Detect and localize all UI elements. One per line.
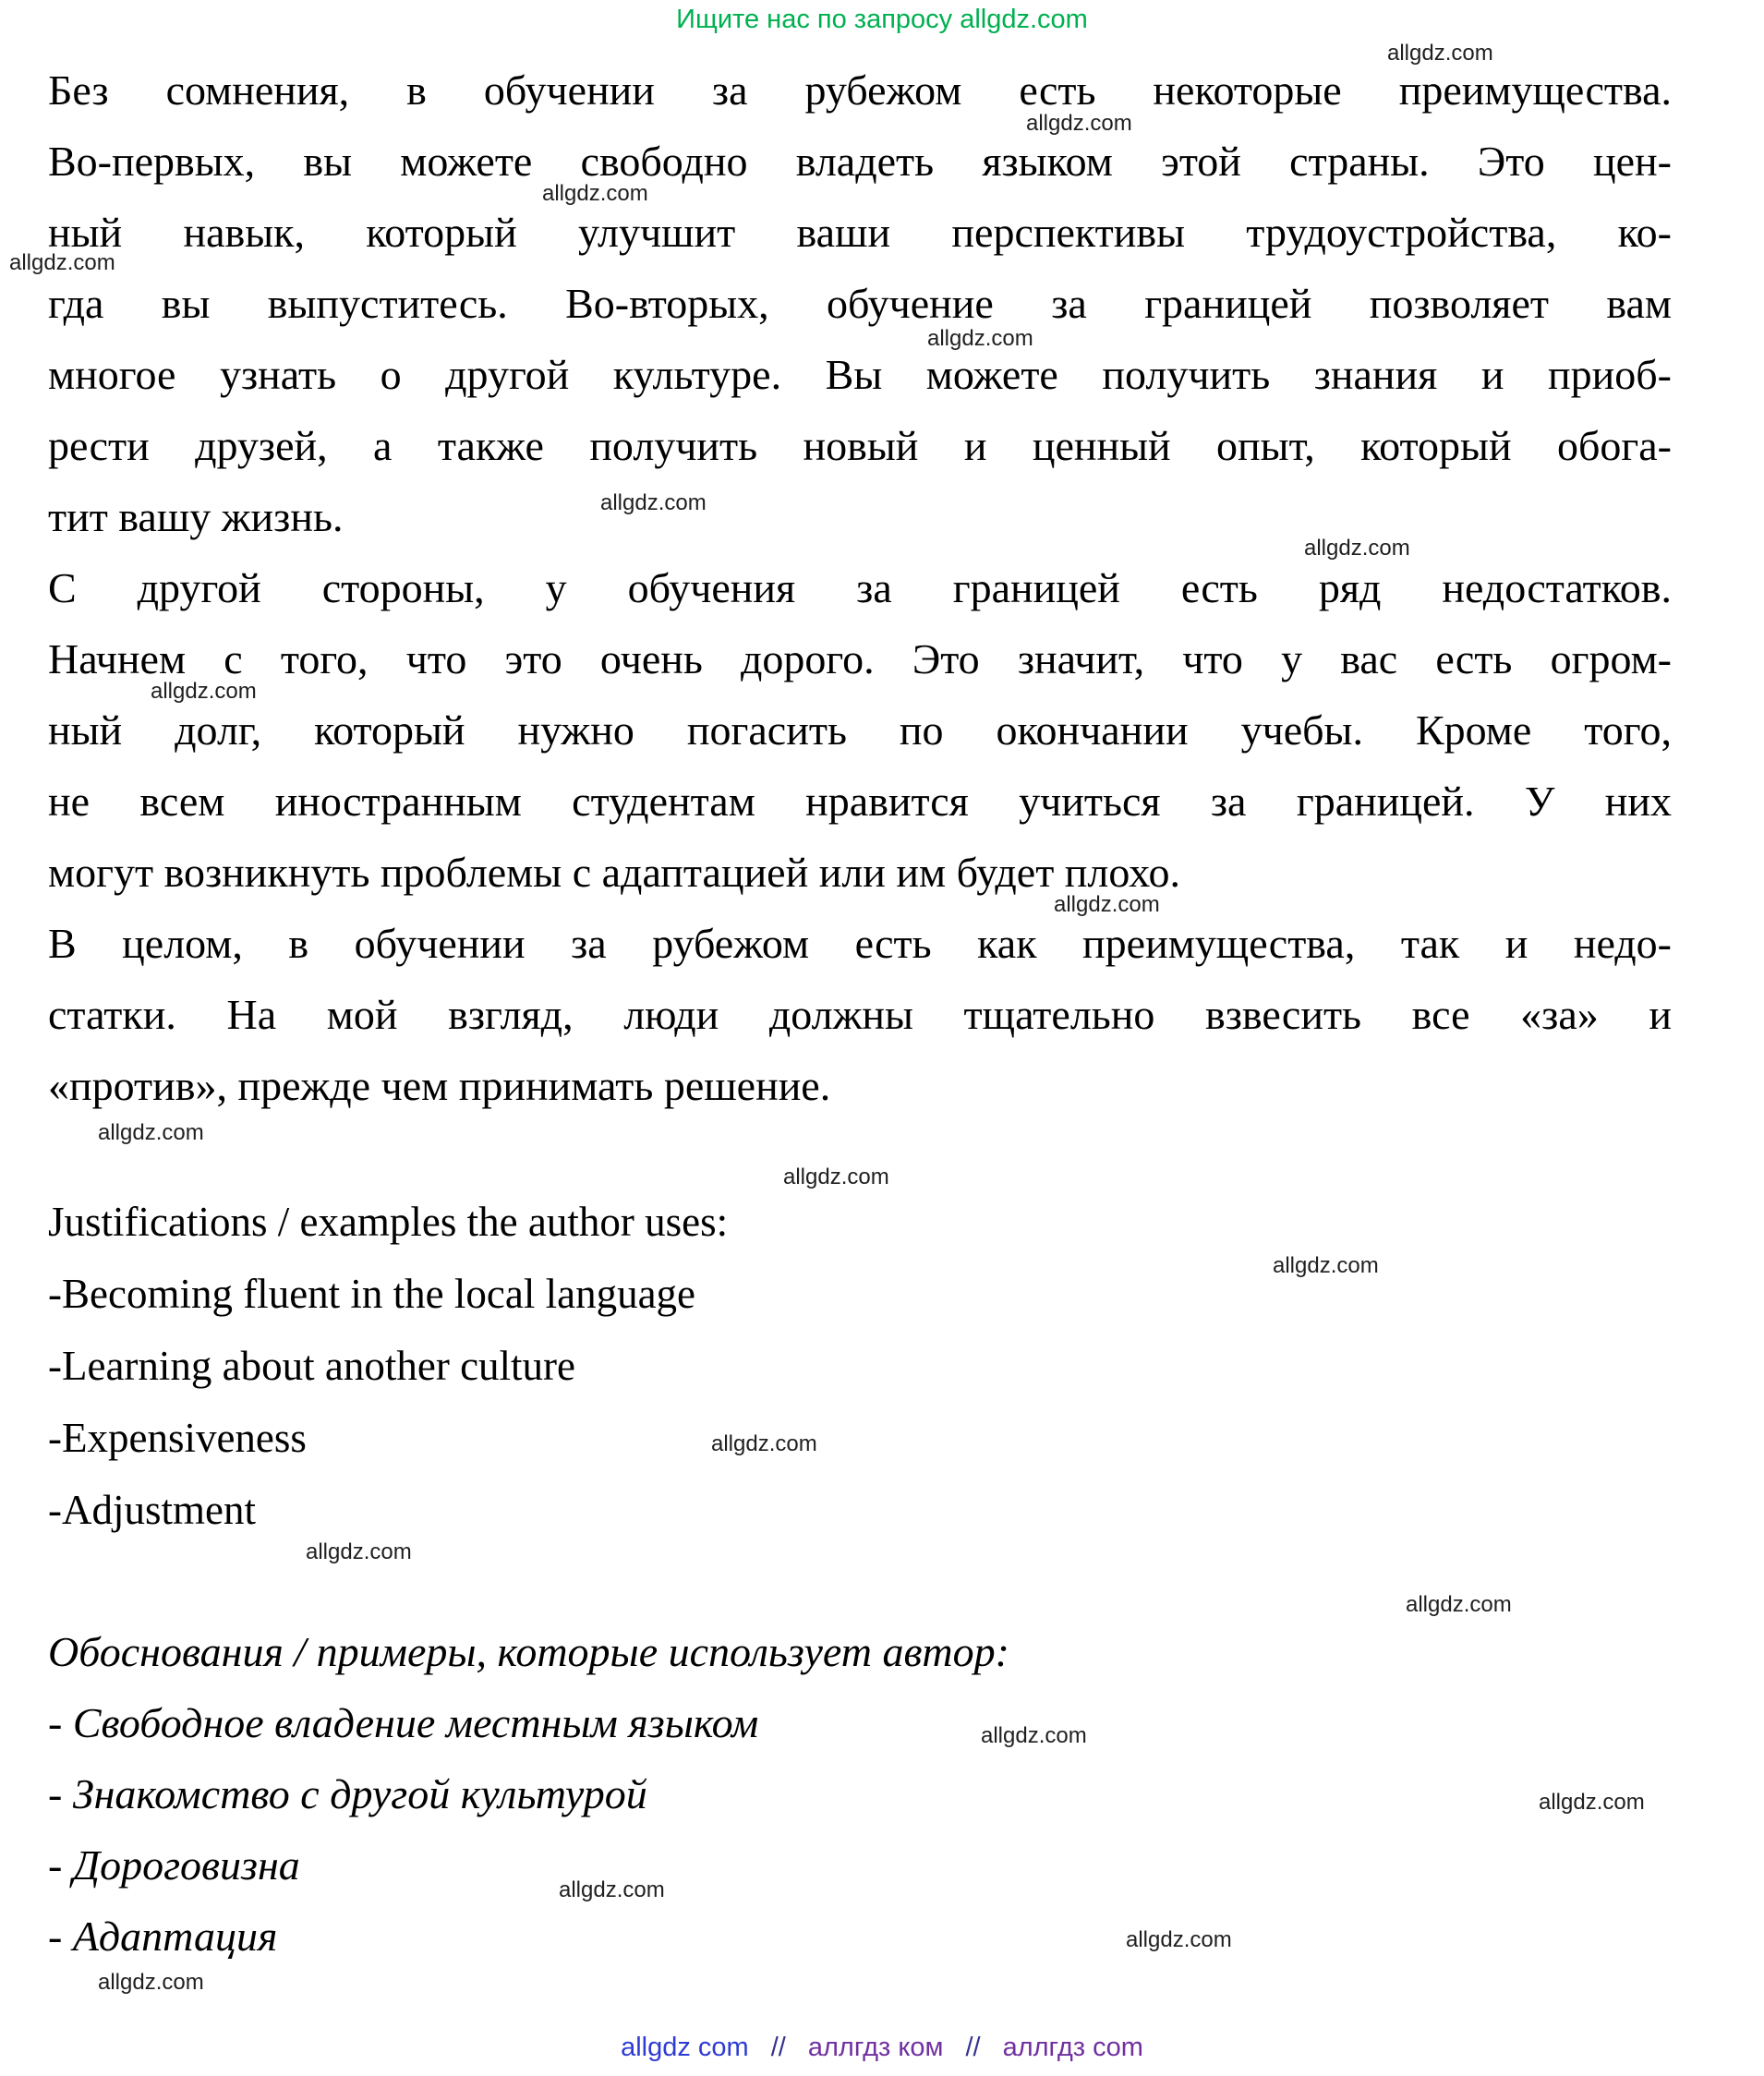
english-list-items [48,1258,1672,1546]
promo-banner: Ищите нас по запросу allgdz.com [676,5,1088,34]
russian-list-item: - Знакомство с другой культурой [48,1770,647,1817]
english-justifications-list [48,1186,1672,1546]
essay-line: С другой стороны, у обучения за границей есть ряд недостатков. [48,564,1672,611]
watermark-text: allgdz.com [600,490,707,515]
russian-list-item: - Дороговизна [48,1841,300,1889]
watermark-text: allgdz.com [1054,892,1160,917]
essay-line: Во-первых, вы можете свободно владеть языком этой страны. Это цен- [48,138,1672,185]
watermark-text: allgdz.com [1126,1927,1232,1952]
russian-justifications-list [48,1616,1672,1972]
watermark-text: allgdz.com [151,679,257,704]
english-list-item: -Adjustment [48,1487,256,1533]
essay-line: ный навык, который улучшит ваши перспективы трудоустройства, ко- [48,209,1672,256]
essay-line: тит вашу жизнь. [48,493,344,540]
watermark-text: allgdz.com [559,1877,665,1902]
footer-links [0,2030,1764,2065]
essay-line: многое узнать о другой культуре. Вы можете получить знания и приоб- [48,351,1672,398]
watermark-text: allgdz.com [1539,1790,1645,1815]
english-list-item: -Becoming fluent in the local language [48,1271,696,1317]
essay-text-block [48,54,1672,1121]
russian-list-title: Обоснования / примеры, которые использует автор: [48,1628,1009,1675]
russian-list-item: - Адаптация [48,1913,278,1960]
watermark-text: allgdz.com [98,1120,204,1145]
watermark-text: allgdz.com [711,1431,817,1456]
russian-list-items [48,1687,1672,1972]
english-list-item: -Expensiveness [48,1415,307,1461]
watermark-text: allgdz.com [1406,1592,1512,1617]
english-list-item: -Learning about another culture [48,1343,576,1389]
essay-line: Без сомнения, в обучении за рубежом есть некоторые преимущества. [48,66,1672,114]
watermark-text: allgdz.com [1387,41,1493,66]
footer-segment: allgdz com [621,2033,749,2062]
watermark-text: allgdz.com [542,181,648,206]
watermark-text: allgdz.com [98,1970,204,1995]
essay-line: не всем иностранным студентам нравится учиться за границей. У них [48,778,1672,825]
watermark-text: allgdz.com [981,1723,1087,1748]
footer-segment: аллгдз ком [807,2033,944,2062]
essay-line: гда вы выпуститесь. Во-вторых, обучение за границей позволяет вам [48,280,1672,327]
essay-line: могут возникнуть проблемы с адаптацией или им будет плохо. [48,849,1180,896]
footer-segment: // [965,2033,981,2062]
watermark-text: allgdz.com [1304,536,1410,561]
watermark-text: allgdz.com [1026,111,1132,136]
watermark-text: allgdz.com [306,1539,412,1564]
essay-line: Начнем с того, что это очень дорого. Это значит, что у вас есть огром- [48,635,1672,682]
footer-segment: аллгдз com [1002,2033,1143,2062]
english-list-title: Justifications / examples the author uses: [48,1199,729,1245]
footer-segment: // [770,2033,786,2062]
essay-line: рести друзей, а также получить новый и ценный опыт, который обога- [48,422,1672,469]
watermark-text: allgdz.com [783,1165,889,1189]
essay-line: «против», прежде чем принимать решение. [48,1062,831,1109]
watermark-text: allgdz.com [1273,1253,1379,1278]
russian-list-item: - Свободное владение местным языком [48,1699,759,1746]
essay-line: В целом, в обучении за рубежом есть как преимущества, так и недо- [48,920,1672,967]
essay-line: статки. На мой взгляд, люди должны тщательно взвесить все «за» и [48,991,1672,1038]
essay-line: ный долг, который нужно погасить по окончании учебы. Кроме того, [48,706,1672,754]
watermark-text: allgdz.com [9,250,115,275]
watermark-text: allgdz.com [927,326,1033,351]
